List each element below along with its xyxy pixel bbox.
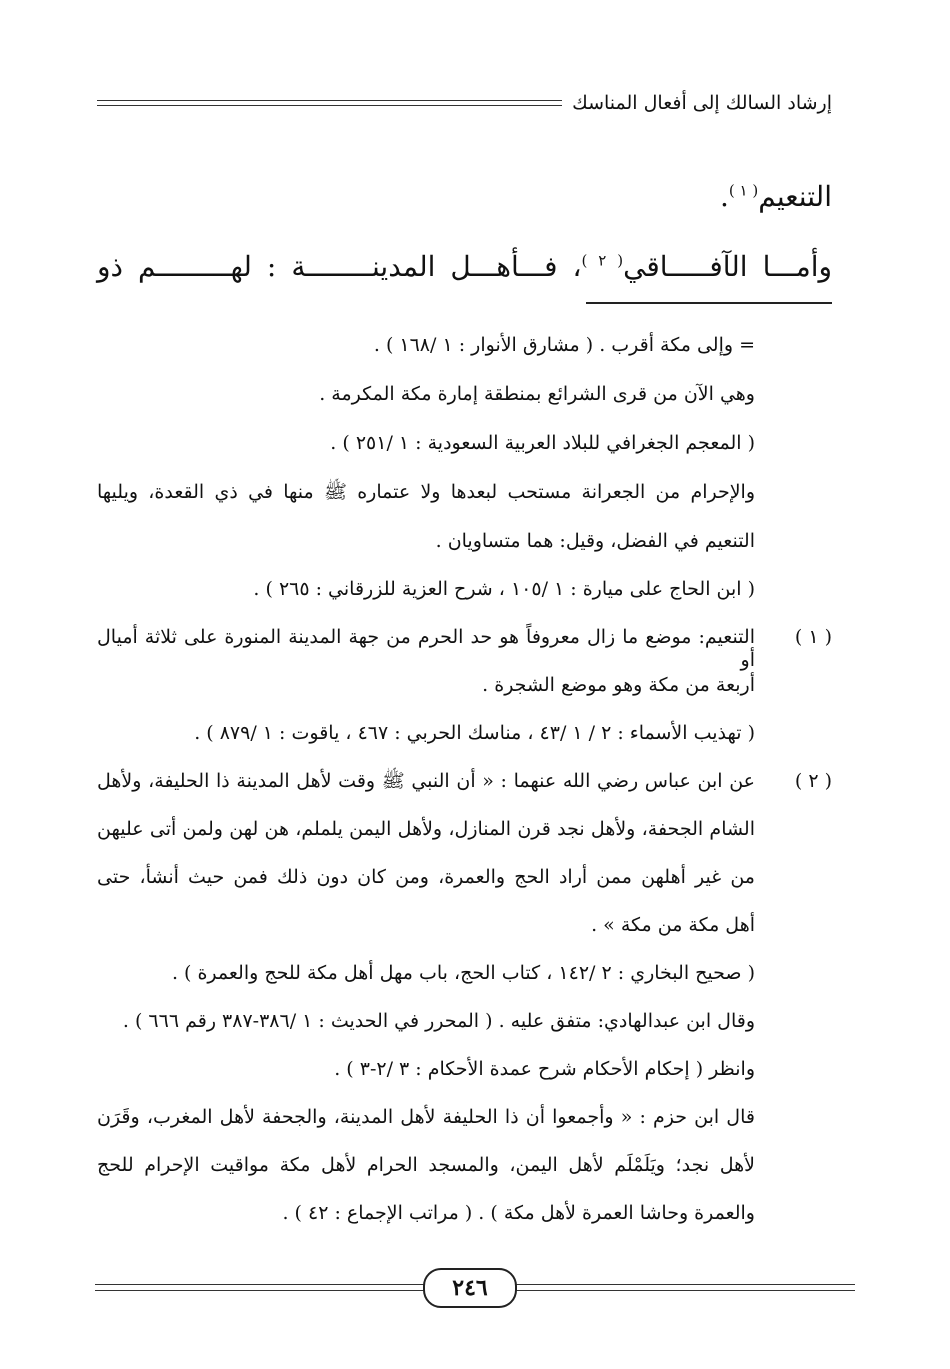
footer-rule-left [95,1284,428,1291]
page-number: ٢٤٦ [423,1268,517,1308]
footnote-continuation-line-1: = وإلى مكة أقرب . ( مشارق الأنوار : ١ /١٦٨ ) . [373,334,755,356]
main-text-line-1 [720,180,832,213]
footnote-1-number: ( ١ ) [794,626,832,648]
footnote-1-line-2: أربعة من مكة وهو موضع الشجرة . [482,674,755,696]
footer-rule-right [510,1284,855,1291]
footnote-1-line-1: التنعيم: موضع ما زال معروفاً هو حد الحرم من جهة المدينة المنورة على ثلاثة أميال أو [97,626,755,671]
footnote-continuation-line-4: والإحرام من الجعرانة مستحب لبعدها ولا عتماره ﷺ منها في ذي القعدة، ويليها [97,481,755,503]
footnote-2-line-6: وقال ابن عبدالهادي: متفق عليه . ( المحرر في الحديث : ١ /٣٨٦-٣٨٧ رقم ٦٦٦ ) . [122,1010,755,1032]
main-word-tanim: التنعيم [758,180,832,213]
footnote-2-line-8: قال ابن حزم : « وأجمعوا أن ذا الحليفة لأهل المدينة، والجحفة لأهل المغرب، وقَرَن [97,1106,755,1128]
footnote-2-line-10: والعمرة وحاشا العمرة لأهل مكة ) . ( مراتب الإجماع : ٤٢ ) . [282,1202,755,1224]
main-line1-end: . [719,180,729,213]
footnote-2-line-2: الشام الجحفة، ولأهل نجد قرن المنازل، ولأهل اليمن يلملم، هن لهن ولمن أتى عليهن [97,818,755,840]
footnote-2-line-3: من غير أهلهن ممن أراد الحج والعمرة، ومن كان دون ذلك فمن حيث أنشأ، حتى [97,866,755,888]
main-line2-end: ، فـــأهـــل المدينــــــــة : لهـــــــــم ذو [97,250,582,283]
footnote-2-line-7: وانظر ( إحكام الأحكام شرح عمدة الأحكام : ٣ /٢-٣ ) . [334,1058,755,1080]
footnote-2-line-4: أهل مكة من مكة » . [591,914,755,936]
footnote-2-line-9: لأهل نجد؛ ويَلَمْلَم لأهل اليمن، والمسجد الحرام لأهل مكة مواقيت الإحرام للحج [97,1154,755,1176]
footnote-continuation-line-5: التنعيم في الفضل، وقيل: هما متساويان . [435,530,755,552]
footnote-1-line-3: ( تهذيب الأسماء : ٢ / ١ /٤٣ ، مناسك الحربي : ٤٦٧ ، ياقوت : ١ /٨٧٩ ) . [194,722,755,744]
footnote-continuation-line-6: ( ابن الحاج على ميارة : ١ /١٠٥ ، شرح العزية للزرقاني : ٢٦٥ ) . [253,578,755,600]
footnote-2-line-5: ( صحيح البخاري : ٢ /١٤٢ ، كتاب الحج، باب مهل أهل مكة للحج والعمرة ) . [171,962,755,984]
footnote-continuation-line-2: وهي الآن من قرى الشرائع بمنطقة إمارة مكة المكرمة . [319,383,755,405]
main-line2-start: وأمـــا الآفـــــاقي [623,250,833,283]
footnote-ref-2: ( ٢ ) [581,251,624,270]
header-rule [97,100,562,106]
footnote-2-number: ( ٢ ) [794,770,832,792]
footnote-separator [586,302,832,304]
header-title: إرشاد السالك إلى أفعال المناسك [572,92,832,114]
running-header [97,88,832,118]
footnote-2-line-1: عن ابن عباس رضي الله عنهما : « أن النبي ﷺ وقت لأهل المدينة ذا الحليفة، ولأهل [97,770,755,792]
footnote-ref-1: ( ١ ) [728,181,759,200]
main-text-line-2 [97,250,832,283]
footnote-continuation-line-3: ( المعجم الجغرافي للبلاد العربية السعودية : ١ /٢٥١ ) . [330,432,755,454]
